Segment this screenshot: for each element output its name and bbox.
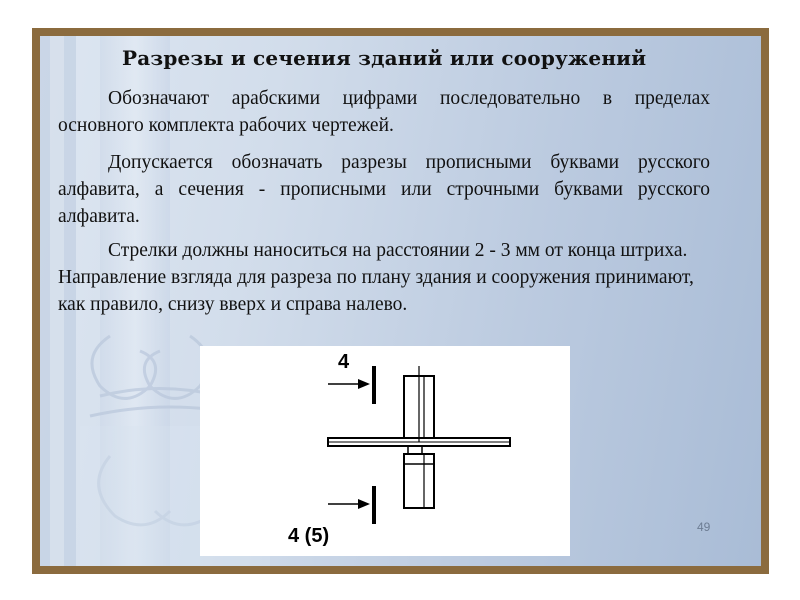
figure-label-top: 4 [338, 351, 350, 373]
section-marking-figure [200, 346, 570, 556]
paragraph-letters: Допускается обозначать разрезы прописными буквами русского алфавита, а сечения - прописными или строчными буквами русского алфавита. [58, 152, 710, 227]
bottom-arrow-head [358, 499, 370, 509]
section-marking-drawing [200, 346, 570, 556]
slab-joint [408, 446, 422, 454]
slide [40, 36, 761, 566]
lower-column [404, 454, 434, 508]
slide-title: Разрезы и сечения зданий или сооружений [122, 46, 647, 70]
paragraph-arrows: Стрелки должны наноситься на расстоянии 2 - 3 мм от конца штриха. Направление взгляда для разреза по плану здания и сооружения принимают, как правило, снизу вверх и справа налево. [58, 240, 694, 315]
page-number: 49 [697, 520, 711, 534]
top-arrow-head [358, 379, 370, 389]
figure-label-bottom: 4 (5) [288, 525, 330, 547]
paragraph-numbering: Обозначают арабскими цифрами последовательно в пределах основного комплекта рабочих чертежей. [58, 88, 710, 136]
